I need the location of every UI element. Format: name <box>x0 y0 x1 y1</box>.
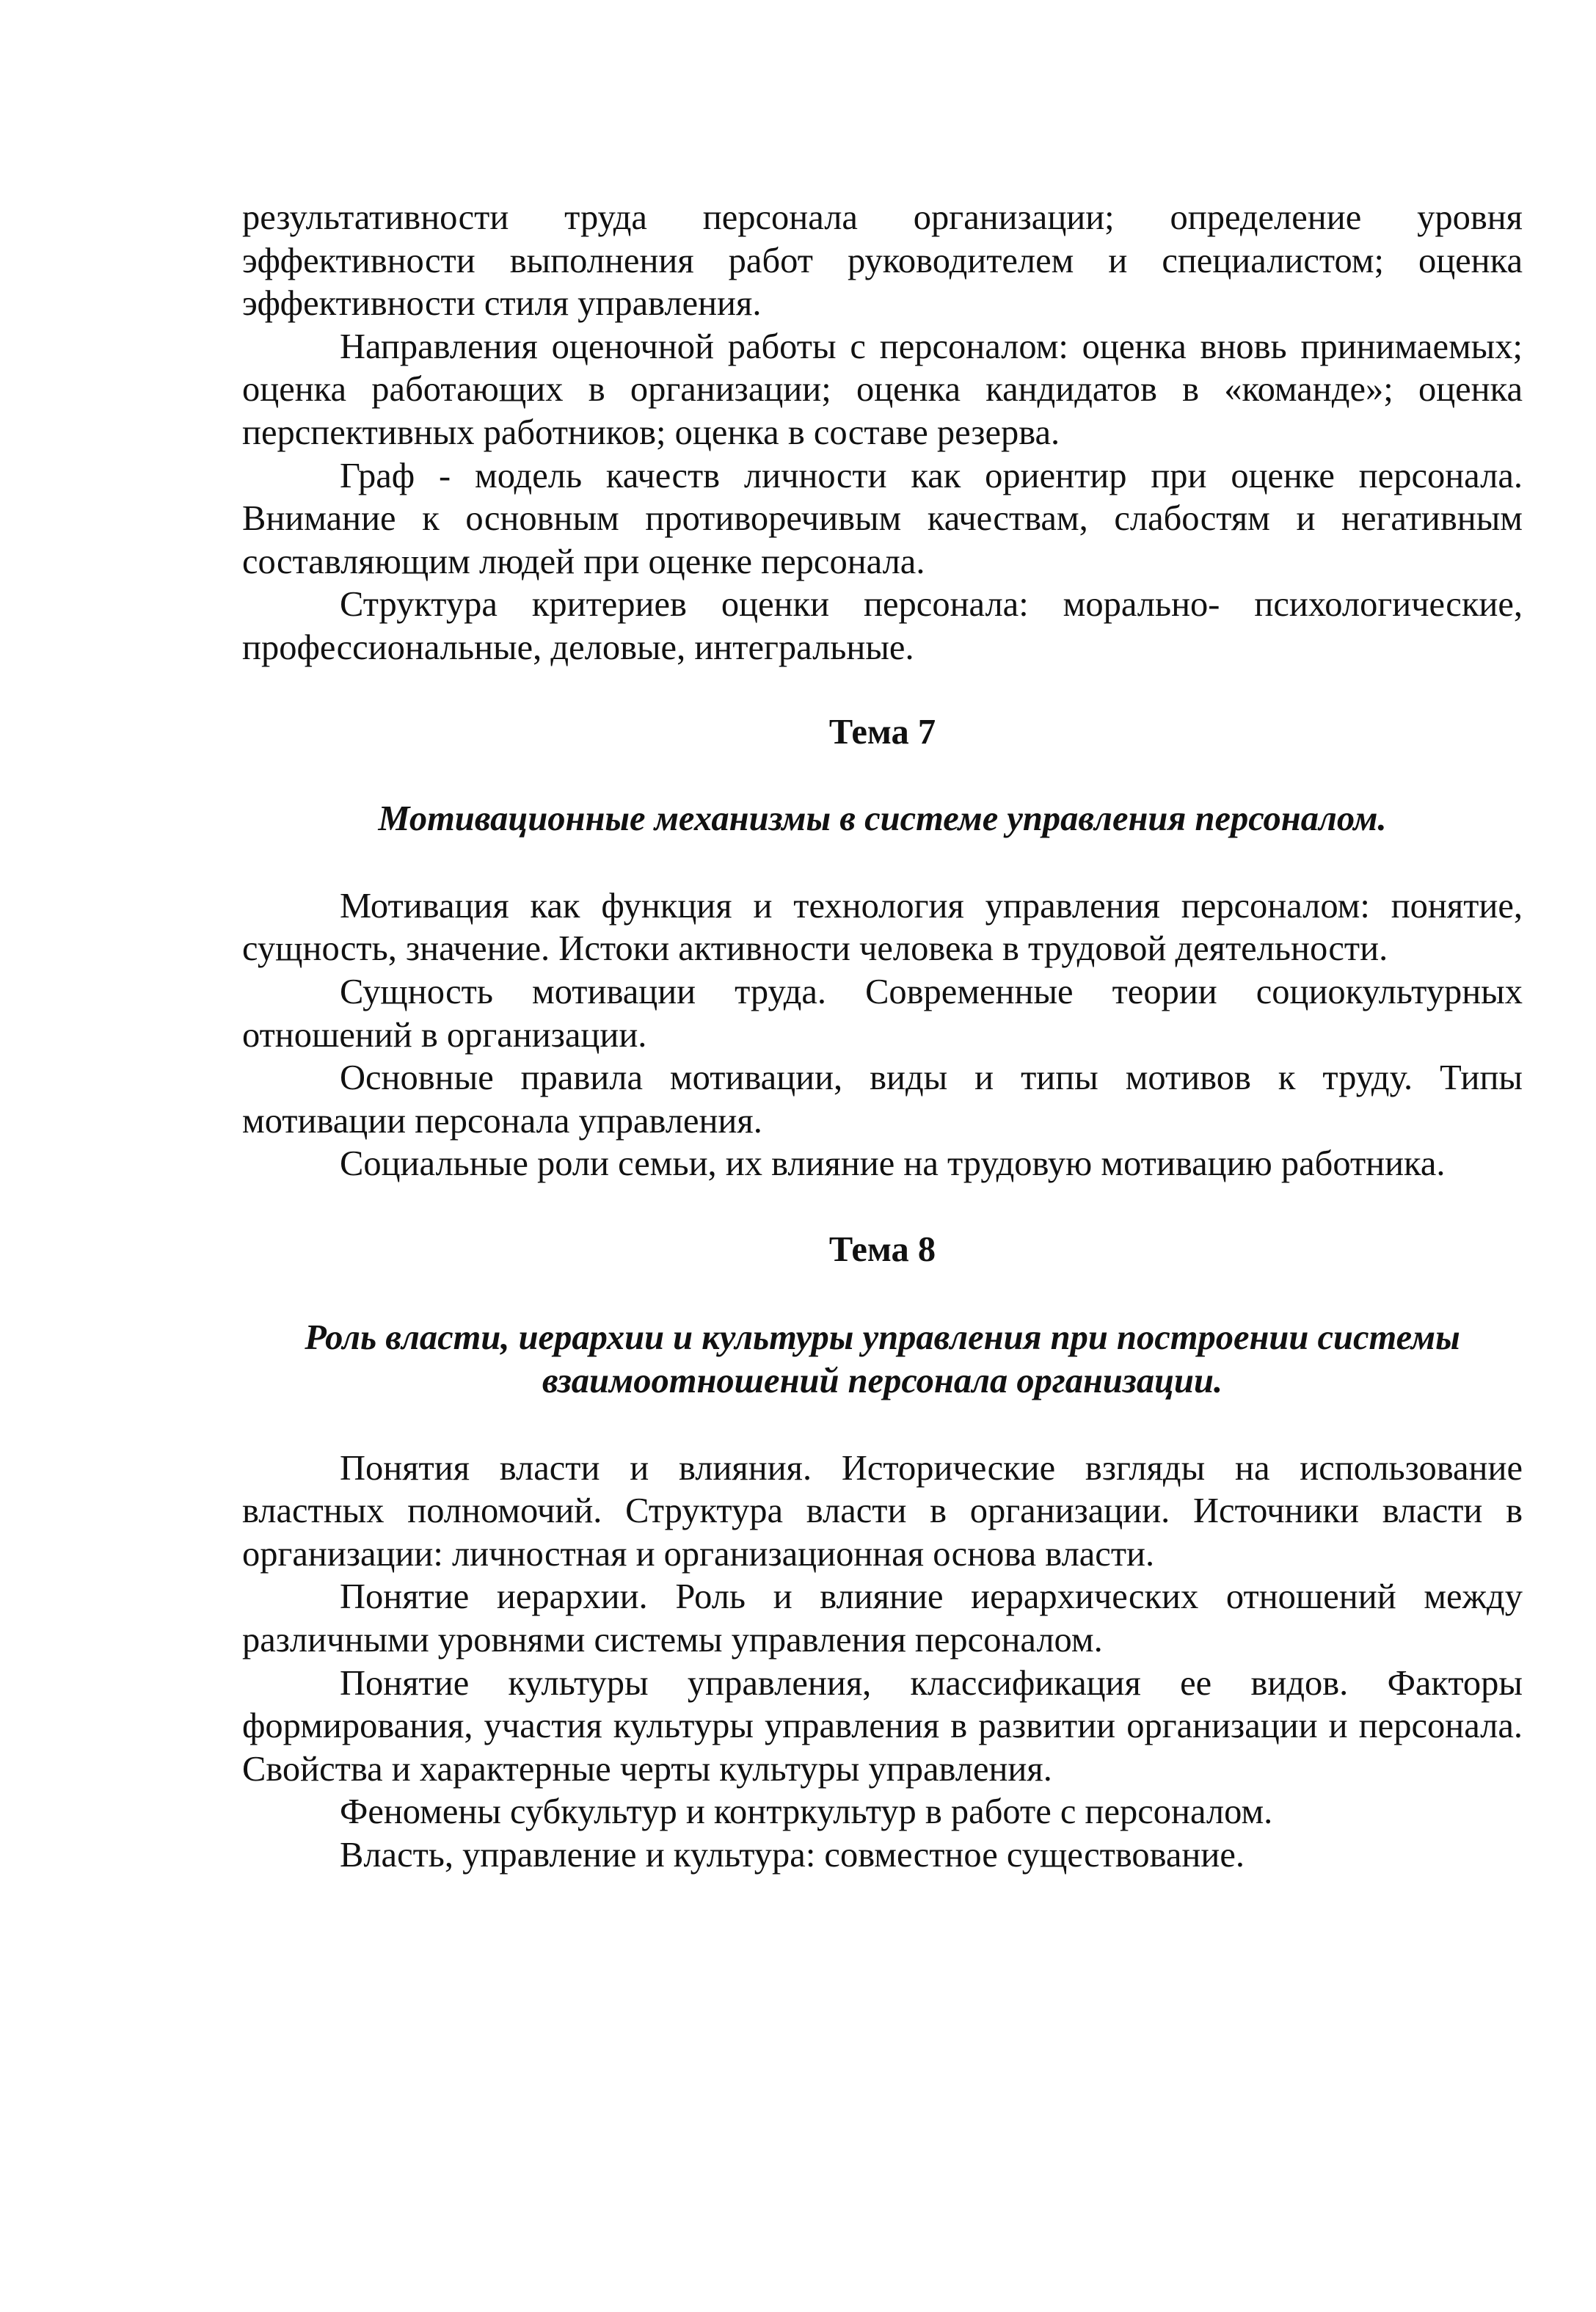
page-content <box>242 197 1523 1877</box>
paragraph-topic8-1: Понятия власти и влияния. Исторические взгляды на использование властных полномочий. Структура власти в организации. Источники власти в организации: личностная и организационная основа власти. <box>242 1448 1523 1574</box>
topic-7-heading: Тема 7 <box>828 712 936 752</box>
topic-7-body <box>242 885 1523 1186</box>
topic-8-title-line-1: Роль власти, иерархии и культуры управления при построении системы <box>305 1318 1460 1358</box>
topic-8-body <box>242 1447 1523 1877</box>
paragraph-topic7-2: Сущность мотивации труда. Современные теории социокультурных отношений в организации. <box>242 972 1523 1055</box>
topic-7-title: Мотивационные механизмы в системе управления персоналом. <box>378 799 1387 839</box>
paragraph-intro-1: результативности труда персонала организации; определение уровня эффективности выполнения работ руководителем и специалистом; оценка эффективности стиля управления. <box>242 198 1523 324</box>
paragraph-topic7-3: Основные правила мотивации, виды и типы мотивов к труду. Типы мотивации персонала управления. <box>242 1058 1523 1141</box>
paragraph-topic7-4: Социальные роли семьи, их влияние на трудовую мотивацию работника. <box>340 1144 1446 1184</box>
topic-8-title-line-2: взаимоотношений персонала организации. <box>542 1362 1223 1401</box>
paragraph-topic8-4: Феномены субкультур и контркультур в работе с персоналом. <box>340 1792 1273 1832</box>
paragraph-topic8-3: Понятие культуры управления, классификация ее видов. Факторы формирования, участия культуры управления в развитии организации и персонала. Свойства и характерные черты культуры управления. <box>242 1663 1523 1789</box>
paragraph-topic8-5: Власть, управление и культура: совместное существование. <box>340 1836 1245 1875</box>
paragraph-intro-4: Структура критериев оценки персонала: морально- психологические, профессиональные, деловые, интегральные. <box>242 585 1523 667</box>
paragraph-intro-3: Граф - модель качеств личности как ориентир при оценке персонала. Внимание к основным противоречивым качествам, слабостям и негативным составляющим людей при оценке персонала. <box>242 456 1523 581</box>
topic-8-heading: Тема 8 <box>828 1229 936 1269</box>
paragraph-topic8-2: Понятие иерархии. Роль и влияние иерархических отношений между различными уровнями системы управления персоналом. <box>242 1577 1523 1660</box>
topic-8-title <box>242 1317 1523 1403</box>
paragraph-intro-2: Направления оценочной работы с персоналом: оценка вновь принимаемых; оценка работающих в организации; оценка кандидатов в «команде»; оценка перспективных работников; оценка в составе резерва. <box>242 327 1523 452</box>
paragraph-topic7-1: Мотивация как функция и технология управления персоналом: понятие, сущность, значение. Истоки активности человека в трудовой деятельности. <box>242 886 1523 969</box>
